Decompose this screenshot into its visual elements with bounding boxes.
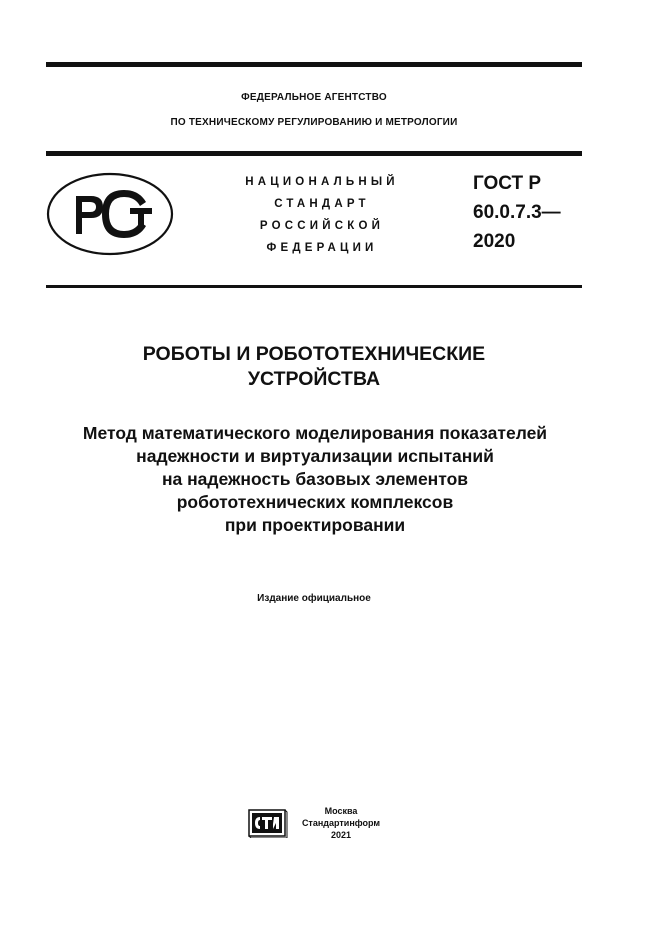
standartinform-logo-icon bbox=[248, 808, 288, 838]
top-rule bbox=[46, 62, 582, 67]
agency-line-1: ФЕДЕРАЛЬНОЕ АГЕНТСТВО bbox=[241, 92, 387, 103]
national-standard-line-2: СТАНДАРТ bbox=[274, 198, 370, 210]
publisher-year: 2021 bbox=[330, 830, 352, 840]
subtitle-line-4: робототехнических комплексов bbox=[176, 492, 454, 512]
national-standard-line-4: ФЕДЕРАЦИИ bbox=[266, 242, 378, 254]
publisher-info bbox=[300, 805, 382, 841]
designation-line-1: ГОСТ Р bbox=[473, 173, 542, 194]
national-standard-line-3: РОССИЙСКОЙ bbox=[259, 220, 385, 232]
document-subtitle bbox=[30, 422, 600, 537]
subtitle-line-5: при проектировании bbox=[224, 515, 406, 535]
title-line-1: РОБОТЫ И РОБОТОТЕХНИЧЕСКИЕ bbox=[142, 343, 486, 365]
national-standard-line-1: НАЦИОНАЛЬНЫЙ bbox=[245, 176, 399, 188]
subtitle-line-3: на надежность базовых элементов bbox=[161, 469, 469, 489]
bottom-rule bbox=[46, 285, 582, 288]
designation-line-2: 60.0.7.3— bbox=[473, 202, 561, 223]
national-standard-label bbox=[228, 171, 416, 259]
edition-label: Издание официальное bbox=[257, 593, 371, 604]
subtitle-line-2: надежности и виртуализации испытаний bbox=[136, 446, 494, 466]
title-line-2: УСТРОЙСТВА bbox=[247, 368, 381, 390]
publisher-name: Стандартинформ bbox=[301, 818, 381, 828]
designation-line-3: 2020 bbox=[473, 231, 516, 252]
standard-designation bbox=[473, 169, 561, 256]
agency-line-2: ПО ТЕХНИЧЕСКОМУ РЕГУЛИРОВАНИЮ И МЕТРОЛОГИИ bbox=[170, 117, 458, 128]
rst-certification-mark-icon bbox=[46, 172, 174, 256]
publisher-city: Москва bbox=[324, 806, 358, 816]
document-title bbox=[46, 342, 582, 392]
subtitle-line-1: Метод математического моделирования показателей bbox=[82, 423, 548, 443]
middle-rule bbox=[46, 151, 582, 156]
